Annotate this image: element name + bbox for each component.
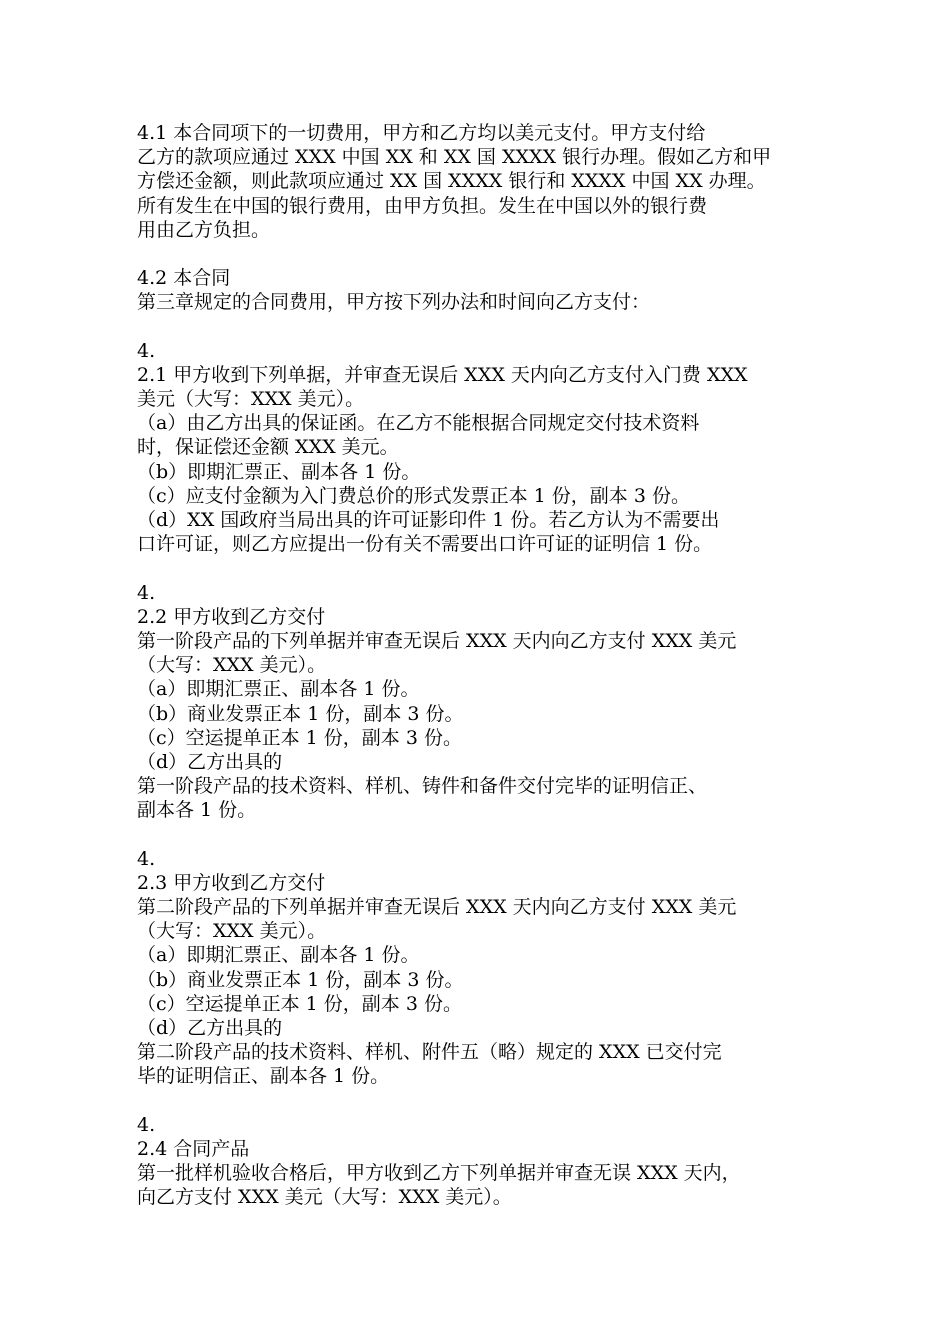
text-line: 方偿还金额，则此款项应通过 XX 国 XXXX 银行和 XXXX 中国 XX 办理。 xyxy=(137,170,766,193)
text-line: 美元（大写：XXX 美元）。 xyxy=(137,388,365,411)
text-line: 第三章规定的合同费用，甲方按下列办法和时间向乙方支付： xyxy=(137,291,651,314)
blank-line xyxy=(137,556,827,580)
text-line: 2.4 合同产品 xyxy=(137,1137,250,1160)
text-line: （c）空运提单正本 1 份，副本 3 份。 xyxy=(137,992,462,1015)
text-line: （a）即期汇票正、副本各 1 份。 xyxy=(137,678,420,701)
text-line: 4. xyxy=(137,847,156,870)
text-line: （b）即期汇票正、副本各 1 份。 xyxy=(137,460,421,483)
text-line: 用由乙方负担。 xyxy=(137,218,271,241)
text-line: （d）乙方出具的 xyxy=(137,1016,283,1039)
text-line: 时，保证偿还金额 XXX 美元。 xyxy=(137,436,399,459)
text-line: （b）商业发票正本 1 份，副本 3 份。 xyxy=(137,968,464,991)
text-line: 第二阶段产品的下列单据并审查无误后 XXX 天内向乙方支付 XXX 美元 xyxy=(137,896,737,918)
text-line: 第一批样机验收合格后，甲方收到乙方下列单据并审查无误 XXX 天内， xyxy=(137,1162,741,1185)
text-line: 第二阶段产品的技术资料、样机、附件五（略）规定的 XXX 已交付完 xyxy=(137,1041,722,1064)
text-line: 4.1 本合同项下的一切费用，甲方和乙方均以美元支付。甲方支付给 xyxy=(137,122,706,144)
text-line: 4. xyxy=(137,339,156,362)
text-line: （d）XX 国政府当局出具的许可证影印件 1 份。若乙方认为不需要出 xyxy=(137,509,720,531)
blank-line xyxy=(137,1089,827,1113)
text-line: 向乙方支付 XXX 美元（大写：XXX 美元）。 xyxy=(137,1186,512,1209)
text-line: 口许可证，则乙方应提出一份有关不需要出口许可证的证明信 1 份。 xyxy=(137,533,713,556)
text-line: 2.2 甲方收到乙方交付 xyxy=(137,605,326,628)
blank-line xyxy=(137,822,827,846)
blank-line xyxy=(137,315,827,339)
text-line: 4. xyxy=(137,1113,156,1136)
text-line: 2.1 甲方收到下列单据，并审查无误后 XXX 天内向乙方支付入门费 XXX xyxy=(137,363,748,386)
text-line: （c）空运提单正本 1 份，副本 3 份。 xyxy=(137,726,462,749)
text-line: 第一阶段产品的技术资料、样机、铸件和备件交付完毕的证明信正、 xyxy=(137,775,708,798)
text-line: 副本各 1 份。 xyxy=(137,799,257,822)
text-line: 毕的证明信正、副本各 1 份。 xyxy=(137,1065,390,1088)
document-page xyxy=(137,121,827,1209)
text-line: 乙方的款项应通过 XXX 中国 XX 和 XX 国 XXXX 银行办理。假如乙方和甲 xyxy=(137,146,772,169)
text-line: （b）商业发票正本 1 份，副本 3 份。 xyxy=(137,702,464,725)
text-line: 第一阶段产品的下列单据并审查无误后 XXX 天内向乙方支付 XXX 美元 xyxy=(137,629,737,652)
text-line: 4. xyxy=(137,581,156,604)
text-line: （d）乙方出具的 xyxy=(137,750,283,773)
text-line: （a）即期汇票正、副本各 1 份。 xyxy=(137,944,420,967)
text-line: 所有发生在中国的银行费用，由甲方负担。发生在中国以外的银行费 xyxy=(137,194,708,217)
text-line: （c）应支付金额为入门费总价的形式发票正本 1 份，副本 3 份。 xyxy=(137,484,690,507)
text-line: 2.3 甲方收到乙方交付 xyxy=(137,871,326,894)
text-line: （a）由乙方出具的保证函。在乙方不能根据合同规定交付技术资料 xyxy=(137,412,700,435)
text-line: （大写：XXX 美元）。 xyxy=(137,920,327,943)
text-line: （大写：XXX 美元）。 xyxy=(137,654,327,677)
blank-line xyxy=(137,242,827,266)
text-line: 4.2 本合同 xyxy=(137,267,231,290)
